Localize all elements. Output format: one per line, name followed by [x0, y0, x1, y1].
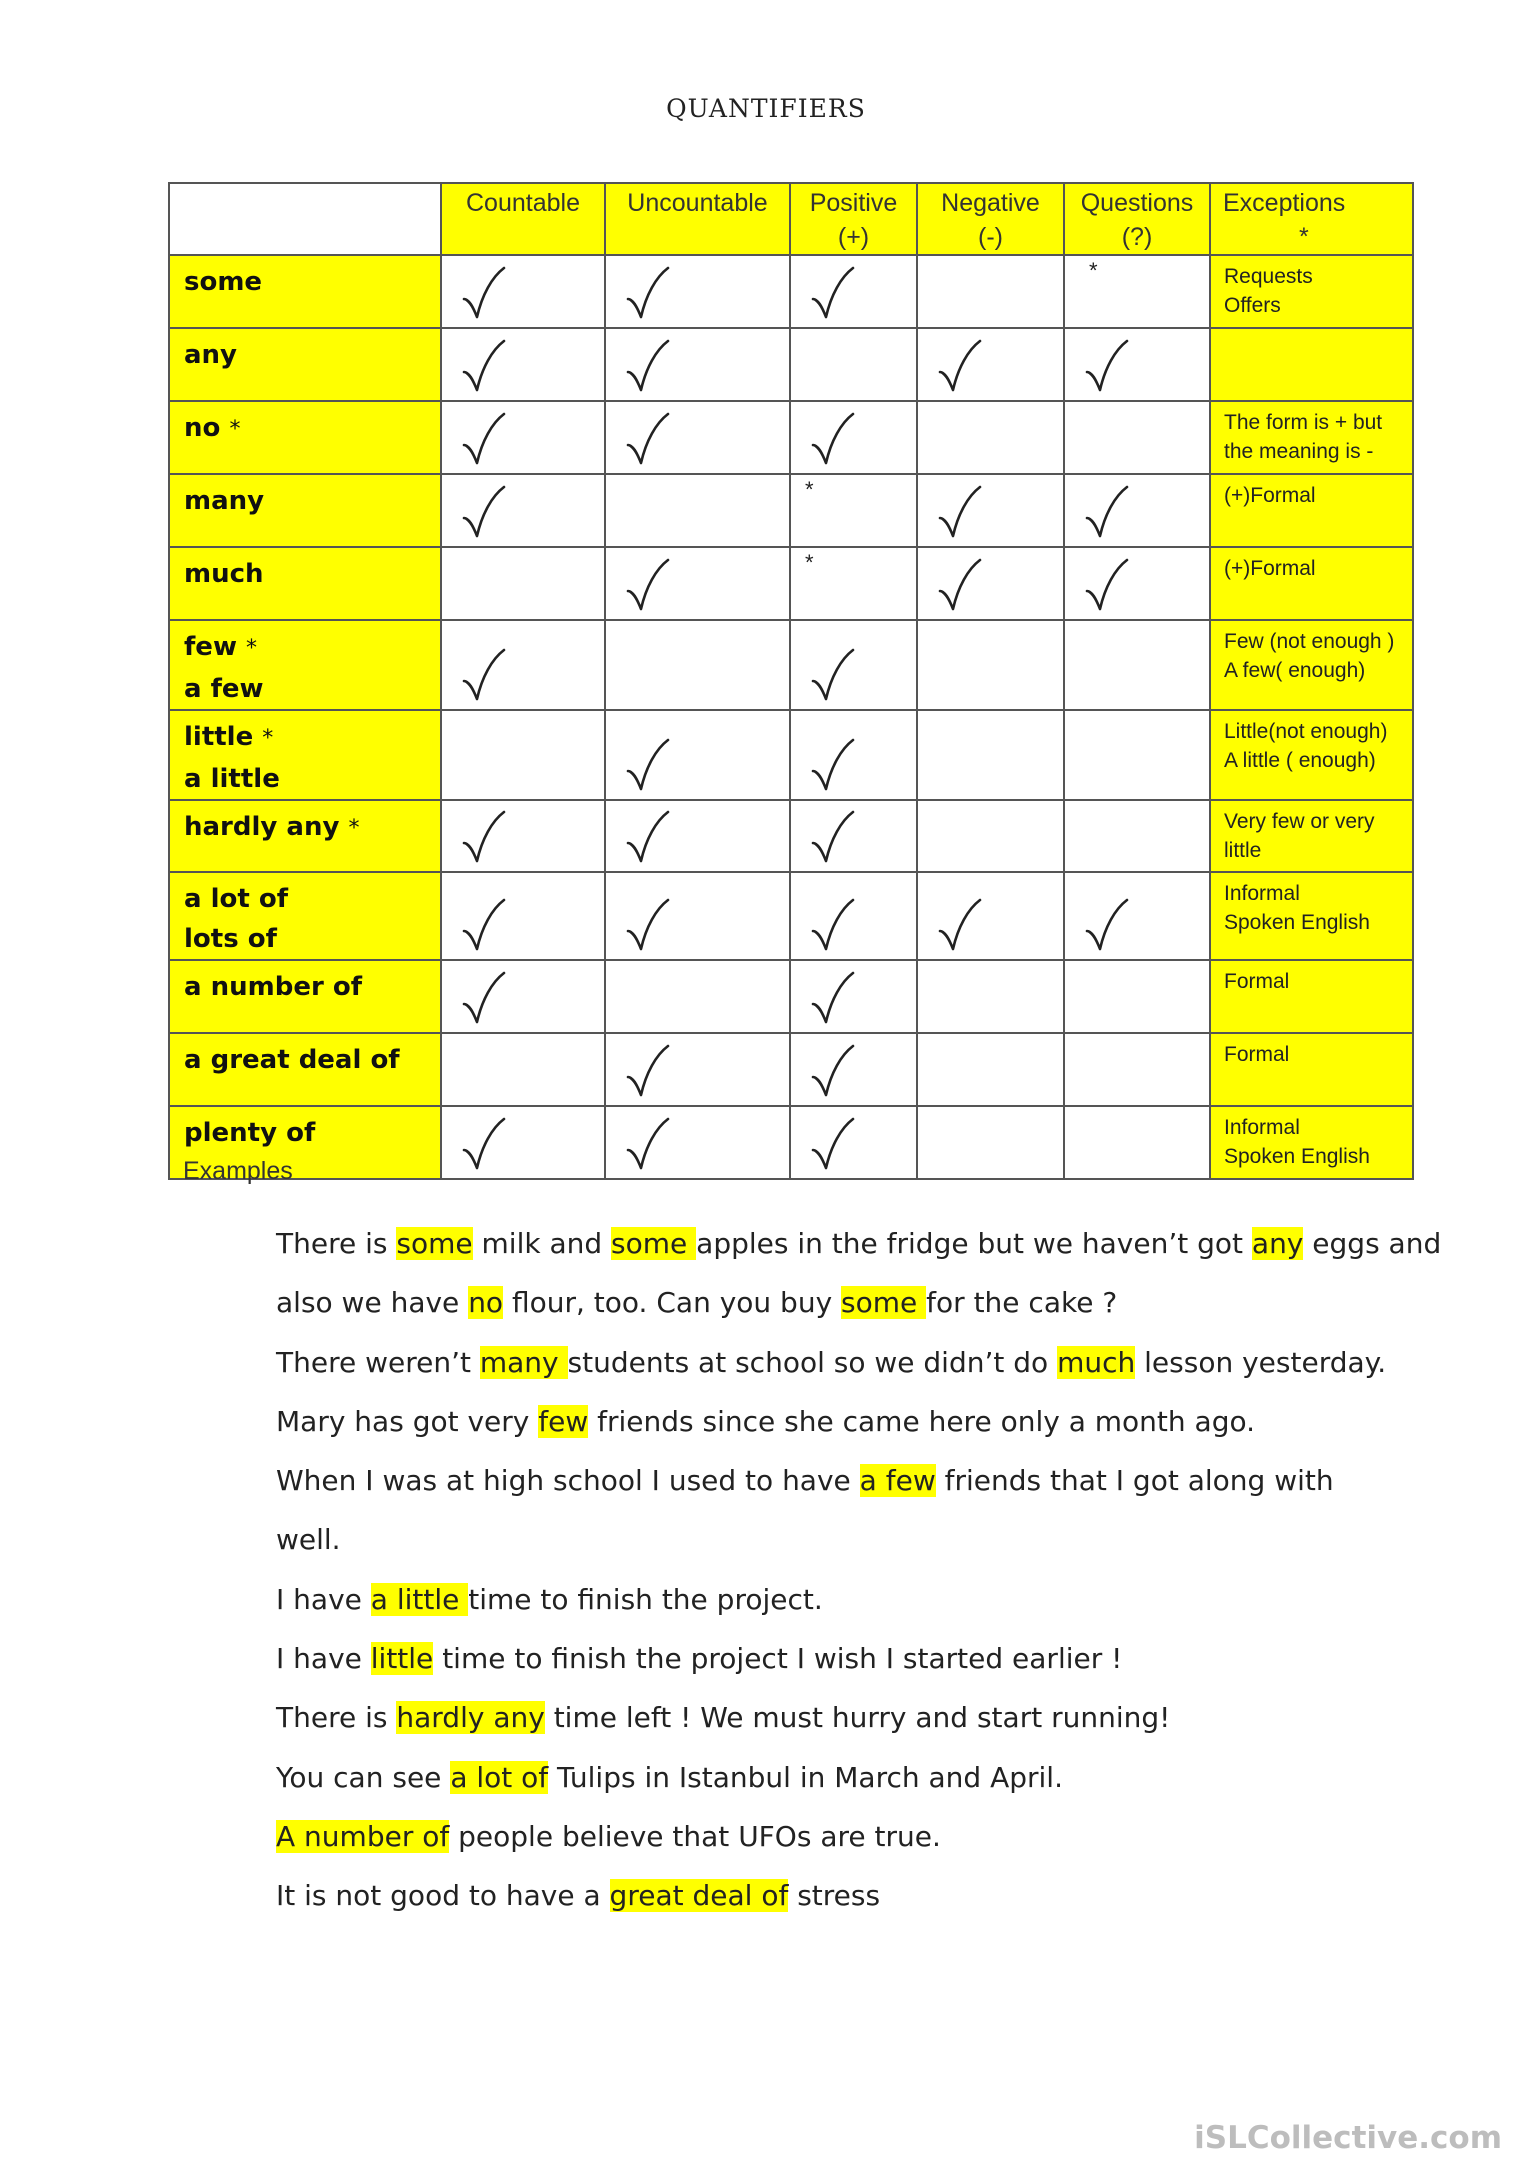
quantifier-word: a lot of: [184, 884, 289, 914]
check-icon: [624, 265, 670, 321]
header-row: [169, 183, 1413, 255]
quantifier-word: any: [184, 340, 238, 370]
check-icon: [1083, 557, 1129, 613]
exception-asterisk: *: [348, 816, 360, 841]
quantifier-cell: [169, 872, 441, 960]
table-row: [169, 547, 1413, 620]
check-icon: [809, 265, 855, 321]
cell-que: [1064, 710, 1210, 800]
check-icon: [936, 484, 982, 540]
sentence-text: also we have: [276, 1286, 469, 1320]
example-sentence: [276, 1807, 1406, 1866]
sentence-text: milk and: [472, 1227, 612, 1260]
quantifier-cell: [169, 474, 441, 547]
highlighted-quantifier: a lot of: [450, 1760, 549, 1794]
check-icon: [936, 557, 982, 613]
exception-text: Informal: [1224, 1116, 1300, 1139]
sentence-text: I have: [276, 1642, 371, 1676]
table-row: [169, 800, 1413, 872]
quantifier-word: some: [184, 267, 263, 297]
exception-cell: [1210, 620, 1413, 710]
check-icon: [460, 265, 506, 321]
exception-asterisk: *: [229, 417, 241, 442]
exception-text: (+)Formal: [1224, 557, 1316, 580]
cell-unc: [605, 872, 790, 960]
quantifier-cell: [169, 620, 441, 710]
table-row: [169, 1033, 1413, 1106]
check-icon: [624, 411, 670, 467]
example-sentence: [276, 1866, 1406, 1925]
sentence-text: There is: [276, 1701, 397, 1735]
check-icon: [624, 897, 670, 953]
cell-cnt: [441, 872, 605, 960]
highlighted-quantifier: hardly any: [396, 1701, 545, 1735]
check-icon: [809, 970, 855, 1026]
example-sentence: [276, 1451, 1406, 1510]
cell-pos: [790, 255, 917, 328]
check-icon: [809, 809, 855, 865]
sentence-text: eggs and: [1303, 1227, 1442, 1260]
example-sentence: [276, 1214, 1442, 1273]
example-sentence: [276, 1629, 1406, 1688]
cell-neg: [917, 960, 1064, 1033]
cell-pos: [790, 800, 917, 872]
table-row: [169, 255, 1413, 328]
cell-unc: [605, 255, 790, 328]
highlighted-quantifier: much: [1057, 1345, 1136, 1379]
quantifier-word: a number of: [184, 972, 363, 1002]
cell-cnt: [441, 1033, 605, 1106]
sentence-text: people believe that UFOs are true.: [449, 1819, 941, 1853]
examples-list: [276, 1214, 1442, 1926]
cell-unc: [605, 710, 790, 800]
cell-unc: [605, 547, 790, 620]
check-icon: [460, 1116, 506, 1172]
quantifier-word: a great deal of: [184, 1045, 400, 1075]
header-uncountable: Uncountable: [605, 183, 790, 255]
table-row: [169, 328, 1413, 401]
highlighted-quantifier: a little: [370, 1582, 469, 1616]
cell-pos: [790, 960, 917, 1033]
quantifiers-table: [168, 182, 1414, 1180]
check-icon: [460, 647, 506, 703]
check-icon: [624, 809, 670, 865]
cell-unc: [605, 328, 790, 401]
cell-pos: [790, 328, 917, 401]
exception-text: Spoken English: [1224, 911, 1370, 934]
highlighted-quantifier: no: [468, 1286, 504, 1320]
cell-neg: [917, 800, 1064, 872]
check-icon: [809, 1116, 855, 1172]
cell-cnt: [441, 328, 605, 401]
exception-text: (+)Formal: [1224, 484, 1316, 507]
sentence-text: It is not good to have a: [276, 1879, 610, 1913]
quantifier-word: many: [184, 486, 265, 516]
sentence-text: I have: [276, 1582, 371, 1616]
asterisk-mark: *: [805, 477, 814, 502]
check-icon: [624, 557, 670, 613]
check-icon: [809, 1043, 855, 1099]
sentence-text: students at school so we didn’t do: [567, 1345, 1058, 1379]
check-icon: [624, 1043, 670, 1099]
cell-unc: [605, 960, 790, 1033]
sentence-text: Tulips in Istanbul in March and April.: [548, 1760, 1063, 1794]
check-icon: [460, 338, 506, 394]
watermark: iSLCollective.com: [1194, 2120, 1502, 2156]
exception-text: A few( enough): [1224, 659, 1366, 682]
cell-pos: [790, 401, 917, 474]
cell-unc: [605, 1033, 790, 1106]
exception-text: Formal: [1224, 1043, 1290, 1066]
cell-cnt: [441, 960, 605, 1033]
sentence-text: flour, too. Can you buy: [503, 1286, 842, 1320]
check-icon: [460, 970, 506, 1026]
highlighted-quantifier: little: [370, 1642, 434, 1676]
quantifier-word: little: [184, 722, 254, 752]
example-sentence: [276, 1273, 1406, 1332]
quantifier-cell: [169, 401, 441, 474]
sentence-text: Mary has got very: [276, 1404, 539, 1438]
cell-pos: [790, 1033, 917, 1106]
table-row: [169, 960, 1413, 1033]
cell-neg: [917, 547, 1064, 620]
cell-neg: [917, 474, 1064, 547]
check-icon: [1083, 484, 1129, 540]
highlighted-quantifier: a few: [859, 1464, 936, 1498]
cell-que: [1064, 401, 1210, 474]
exception-text: Offers: [1224, 294, 1281, 317]
cell-unc: [605, 1106, 790, 1179]
check-icon: [936, 897, 982, 953]
cell-cnt: [441, 1106, 605, 1179]
cell-cnt: [441, 800, 605, 872]
exception-cell: [1210, 401, 1413, 474]
table-row: [169, 620, 1413, 710]
cell-neg: [917, 1033, 1064, 1106]
quantifier-cell: [169, 1033, 441, 1106]
cell-neg: [917, 1106, 1064, 1179]
cell-que: [1064, 620, 1210, 710]
example-sentence: [276, 1688, 1406, 1747]
sentence-text: time left ! We must hurry and start running!: [544, 1701, 1171, 1735]
exception-text: A little ( enough): [1224, 749, 1376, 772]
sentence-text: time to finish the project I wish I started earlier !: [433, 1642, 1123, 1676]
sentence-text: for the cake ?: [926, 1286, 1118, 1320]
sentence-text: You can see: [276, 1760, 451, 1794]
sentence-text: There is: [276, 1227, 397, 1260]
check-icon: [936, 338, 982, 394]
exception-text: The form is + but: [1224, 411, 1383, 434]
check-icon: [460, 411, 506, 467]
header-questions: Questions (?): [1064, 183, 1210, 255]
check-icon: [809, 411, 855, 467]
exception-cell: [1210, 328, 1413, 401]
cell-pos: [790, 620, 917, 710]
example-sentence: [276, 1333, 1406, 1392]
check-icon: [624, 737, 670, 793]
header-countable: Countable: [441, 183, 605, 255]
highlighted-quantifier: few: [538, 1404, 589, 1438]
sentence-text: lesson yesterday.: [1135, 1345, 1387, 1379]
cell-pos: [790, 547, 917, 620]
quantifier-cell: [169, 255, 441, 328]
exception-cell: [1210, 474, 1413, 547]
header-negative: Negative (-): [917, 183, 1064, 255]
exception-cell: [1210, 255, 1413, 328]
check-icon: [809, 737, 855, 793]
cell-que: [1064, 255, 1210, 328]
exception-cell: [1210, 800, 1413, 872]
cell-pos: [790, 710, 917, 800]
check-icon: [460, 809, 506, 865]
cell-neg: [917, 401, 1064, 474]
table-row: [169, 872, 1413, 960]
check-icon: [460, 897, 506, 953]
exception-text: Formal: [1224, 970, 1290, 993]
exception-text: Little(not enough): [1224, 720, 1388, 743]
sentence-text: When I was at high school I used to have: [276, 1464, 860, 1498]
exception-asterisk: *: [262, 726, 274, 751]
cell-pos: [790, 474, 917, 547]
cell-que: [1064, 328, 1210, 401]
asterisk-mark: *: [1089, 258, 1098, 283]
cell-que: [1064, 800, 1210, 872]
highlighted-quantifier: many: [479, 1345, 568, 1379]
table-row: [169, 474, 1413, 547]
cell-neg: [917, 872, 1064, 960]
exception-text: the meaning is -: [1224, 440, 1374, 463]
table-row: [169, 1106, 1413, 1179]
cell-neg: [917, 328, 1064, 401]
quantifier-cell: [169, 710, 441, 800]
cell-unc: [605, 620, 790, 710]
exception-text: little: [1224, 839, 1262, 862]
quantifier-cell: [169, 328, 441, 401]
sentence-text: stress: [788, 1879, 881, 1913]
example-sentence: [276, 1392, 1406, 1451]
cell-cnt: [441, 401, 605, 474]
quantifier-word: no: [184, 413, 221, 443]
quantifier-word: much: [184, 559, 264, 589]
cell-que: [1064, 1106, 1210, 1179]
cell-que: [1064, 547, 1210, 620]
highlighted-quantifier: some: [396, 1227, 473, 1260]
check-icon: [1083, 897, 1129, 953]
cell-que: [1064, 872, 1210, 960]
cell-que: [1064, 960, 1210, 1033]
examples-label: Examples: [183, 1157, 293, 1185]
sentence-text: There weren’t: [276, 1345, 480, 1379]
header-exceptions: Exceptions *: [1210, 183, 1413, 255]
sentence-text: time to finish the project.: [468, 1582, 823, 1616]
exception-text: Few (not enough ): [1224, 630, 1395, 653]
header-positive: Positive (+): [790, 183, 917, 255]
exception-cell: [1210, 1033, 1413, 1106]
check-icon: [624, 1116, 670, 1172]
exception-text: Requests: [1224, 265, 1313, 288]
highlighted-quantifier: some: [841, 1286, 927, 1320]
highlighted-quantifier: some: [611, 1227, 697, 1260]
quantifier-word-alt: lots of: [184, 924, 277, 954]
quantifier-cell: [169, 547, 441, 620]
cell-pos: [790, 1106, 917, 1179]
corner-cell: [169, 183, 441, 255]
check-icon: [809, 897, 855, 953]
quantifier-word: hardly any: [184, 812, 340, 842]
sentence-text: friends since she came here only a month ago.: [588, 1404, 1256, 1438]
quantifier-word: few: [184, 632, 237, 662]
quantifier-word: plenty of: [184, 1118, 316, 1148]
sentence-text: friends that I got along with: [935, 1464, 1334, 1498]
sentence-text: apples in the fridge but we haven’t got: [696, 1227, 1252, 1260]
sentence-text: well.: [276, 1523, 341, 1557]
highlighted-quantifier: any: [1251, 1227, 1304, 1260]
table-row: [169, 401, 1413, 474]
cell-neg: [917, 255, 1064, 328]
quantifier-cell: [169, 800, 441, 872]
check-icon: [624, 338, 670, 394]
table-row: [169, 710, 1413, 800]
cell-cnt: [441, 620, 605, 710]
highlighted-quantifier: A number of: [276, 1819, 450, 1853]
check-icon: [460, 484, 506, 540]
cell-cnt: [441, 710, 605, 800]
cell-cnt: [441, 474, 605, 547]
exception-cell: [1210, 960, 1413, 1033]
exception-cell: [1210, 1106, 1413, 1179]
cell-unc: [605, 474, 790, 547]
cell-neg: [917, 620, 1064, 710]
exception-text: Spoken English: [1224, 1145, 1370, 1168]
exception-asterisk: *: [246, 636, 258, 661]
page-title: QUANTIFIERS: [666, 94, 866, 123]
cell-cnt: [441, 547, 605, 620]
cell-que: [1064, 474, 1210, 547]
cell-unc: [605, 401, 790, 474]
asterisk-mark: *: [805, 550, 814, 575]
cell-cnt: [441, 255, 605, 328]
quantifier-cell: [169, 960, 441, 1033]
exception-cell: [1210, 710, 1413, 800]
quantifier-word-alt: a little: [184, 764, 280, 794]
exception-cell: [1210, 547, 1413, 620]
quantifier-word-alt: a few: [184, 674, 264, 704]
highlighted-quantifier: great deal of: [609, 1879, 789, 1913]
exception-text: Very few or very: [1224, 810, 1375, 833]
check-icon: [1083, 338, 1129, 394]
example-sentence: [276, 1570, 1406, 1629]
check-icon: [809, 647, 855, 703]
exception-cell: [1210, 872, 1413, 960]
exception-text: Informal: [1224, 882, 1300, 905]
cell-que: [1064, 1033, 1210, 1106]
cell-neg: [917, 710, 1064, 800]
example-sentence: [276, 1510, 1406, 1569]
example-sentence: [276, 1748, 1406, 1807]
cell-unc: [605, 800, 790, 872]
cell-pos: [790, 872, 917, 960]
